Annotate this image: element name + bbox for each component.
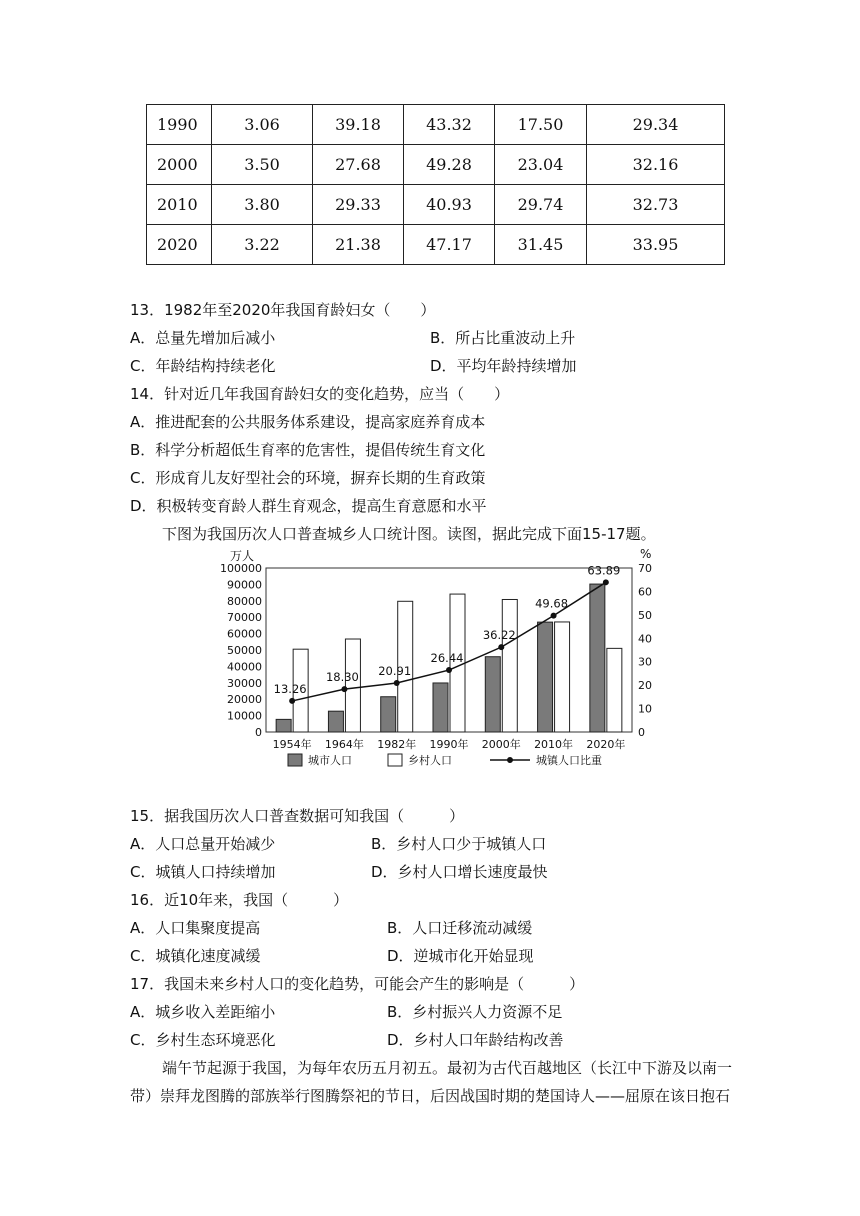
question-14-stem: 14．针对近几年我国育龄妇女的变化趋势，应当（ ） xyxy=(130,385,510,403)
table-cell: 32.73 xyxy=(587,185,725,225)
bar-urban-population xyxy=(381,697,396,732)
plot-frame xyxy=(266,568,632,732)
question-15-option-b: B．乡村人口少于城镇人口 xyxy=(371,835,547,853)
point-urbanization-ratio xyxy=(341,686,347,692)
population-chart-svg xyxy=(200,544,670,776)
table-cell: 32.16 xyxy=(587,145,725,185)
bar-urban-population xyxy=(328,711,343,732)
question-16-stem: 16．近10年来，我国（ ） xyxy=(130,891,349,909)
table-cell: 27.68 xyxy=(313,145,404,185)
legend-rural-label: 乡村人口 xyxy=(408,754,452,767)
point-urbanization-ratio xyxy=(603,579,609,585)
table-cell: 3.50 xyxy=(212,145,313,185)
question-14-option-a: A．推进配套的公共服务体系建设，提高家庭养育成本 xyxy=(130,413,486,431)
x-tick-label: 1990年 xyxy=(429,738,469,751)
table-cell: 40.93 xyxy=(404,185,495,225)
bar-urban-population xyxy=(538,622,553,732)
table-row xyxy=(147,145,725,185)
x-tick-label: 2010年 xyxy=(534,738,574,751)
data-label: 63.89 xyxy=(587,563,621,578)
point-urbanization-ratio xyxy=(498,644,504,650)
point-urbanization-ratio xyxy=(289,698,295,704)
y-right-axis-label: % xyxy=(640,547,652,561)
bar-urban-population xyxy=(276,719,291,732)
table-cell: 2000 xyxy=(147,145,212,185)
y-right-tick-label: 20 xyxy=(638,679,652,693)
question-17-option-b: B．乡村振兴人力资源不足 xyxy=(387,1003,563,1021)
table-row xyxy=(147,105,725,145)
population-chart xyxy=(200,544,670,776)
y-left-tick-label: 30000 xyxy=(227,676,262,690)
bar-rural-population xyxy=(555,622,570,732)
x-tick-label: 2000年 xyxy=(481,738,521,751)
table-cell: 2020 xyxy=(147,225,212,265)
y-right-tick-label: 60 xyxy=(638,585,652,599)
x-tick-label: 2020年 xyxy=(586,738,626,751)
question-15-stem: 15．据我国历次人口普查数据可知我国（ ） xyxy=(130,807,465,825)
bar-urban-population xyxy=(433,683,448,732)
question-16-option-d: D．逆城市化开始显现 xyxy=(387,947,534,965)
table-cell: 3.22 xyxy=(212,225,313,265)
y-right-tick-label: 40 xyxy=(638,632,652,646)
legend-rural-swatch xyxy=(388,754,402,766)
y-left-tick-label: 70000 xyxy=(227,611,262,625)
question-13-option-a: A．总量先增加后减小 xyxy=(130,329,276,347)
table-cell: 29.34 xyxy=(587,105,725,145)
table-cell: 31.45 xyxy=(495,225,587,265)
table-cell: 2010 xyxy=(147,185,212,225)
y-left-axis-label: 万人 xyxy=(230,549,255,563)
table-cell: 49.28 xyxy=(404,145,495,185)
table-row xyxy=(147,225,725,265)
bar-urban-population xyxy=(590,584,605,732)
table-cell: 33.95 xyxy=(587,225,725,265)
y-right-tick-label: 70 xyxy=(638,562,652,575)
question-16-option-a: A．人口集聚度提高 xyxy=(130,919,261,937)
y-left-tick-label: 20000 xyxy=(227,693,262,707)
y-right-tick-label: 50 xyxy=(638,608,652,622)
table-cell: 29.74 xyxy=(495,185,587,225)
y-right-tick-label: 30 xyxy=(638,655,652,669)
y-left-tick-label: 10000 xyxy=(227,709,262,723)
passage-line-1: 端午节起源于我国，为每年农历五月初五。最初为古代百越地区（长江中下游及以南一 xyxy=(162,1059,733,1077)
bar-urban-population xyxy=(485,657,500,732)
question-14-option-d: D．积极转变育龄人群生育观念，提高生育意愿和水平 xyxy=(130,497,487,515)
population-data-table xyxy=(146,104,725,265)
table-cell: 17.50 xyxy=(495,105,587,145)
table-cell: 21.38 xyxy=(313,225,404,265)
table-cell: 47.17 xyxy=(404,225,495,265)
table-cell: 3.06 xyxy=(212,105,313,145)
bar-rural-population xyxy=(607,648,622,732)
y-left-tick-label: 100000 xyxy=(220,562,262,575)
y-right-tick-label: 10 xyxy=(638,702,652,716)
question-13-option-d: D．平均年龄持续增加 xyxy=(430,357,577,375)
x-tick-label: 1954年 xyxy=(272,738,312,751)
table-cell: 1990 xyxy=(147,105,212,145)
passage-line-2: 带）崇拜龙图腾的部族举行图腾祭祀的节日，后因战国时期的楚国诗人——屈原在该日抱石 xyxy=(130,1087,731,1105)
chart-intro-text: 下图为我国历次人口普查城乡人口统计图。读图，据此完成下面15-17题。 xyxy=(162,525,656,543)
data-label: 20.91 xyxy=(378,664,412,679)
table-cell: 43.32 xyxy=(404,105,495,145)
point-urbanization-ratio xyxy=(394,680,400,686)
legend-urban-label: 城市人口 xyxy=(308,754,352,767)
data-label: 26.44 xyxy=(430,651,464,666)
table-cell: 23.04 xyxy=(495,145,587,185)
data-label: 18.30 xyxy=(325,670,359,685)
y-left-tick-label: 0 xyxy=(255,726,262,739)
bar-rural-population xyxy=(502,599,517,732)
question-17-option-d: D．乡村人口年龄结构改善 xyxy=(387,1031,564,1049)
question-14-option-b: B．科学分析超低生育率的危害性，提倡传统生育文化 xyxy=(130,441,486,459)
question-17-option-a: A．城乡收入差距缩小 xyxy=(130,1003,276,1021)
table-cell: 3.80 xyxy=(212,185,313,225)
point-urbanization-ratio xyxy=(551,613,557,619)
y-left-tick-label: 40000 xyxy=(227,660,262,674)
x-tick-label: 1964年 xyxy=(324,738,364,751)
data-label: 13.26 xyxy=(273,681,307,696)
y-left-tick-label: 50000 xyxy=(227,644,262,657)
bar-rural-population xyxy=(345,639,360,732)
question-15-option-a: A．人口总量开始减少 xyxy=(130,835,276,853)
y-right-tick-label: 0 xyxy=(638,726,645,739)
point-urbanization-ratio xyxy=(446,667,452,673)
legend-ratio-label: 城镇人口比重 xyxy=(536,754,602,767)
question-13-option-c: C．年龄结构持续老化 xyxy=(130,357,276,375)
y-left-tick-label: 80000 xyxy=(227,594,262,608)
question-17-stem: 17．我国未来乡村人口的变化趋势，可能会产生的影响是（ ） xyxy=(130,975,585,993)
legend-ratio-marker xyxy=(507,757,513,763)
question-16-option-c: C．城镇化速度减缓 xyxy=(130,947,261,965)
x-tick-label: 1982年 xyxy=(377,738,417,751)
question-13-option-b: B．所占比重波动上升 xyxy=(430,329,576,347)
table-row xyxy=(147,185,725,225)
question-17-option-c: C．乡村生态环境恶化 xyxy=(130,1031,276,1049)
y-left-tick-label: 90000 xyxy=(227,578,262,592)
table-cell: 29.33 xyxy=(313,185,404,225)
question-15-option-c: C．城镇人口持续增加 xyxy=(130,863,276,881)
data-label: 49.68 xyxy=(535,596,569,611)
question-14-option-c: C．形成育儿友好型社会的环境，摒弃长期的生育政策 xyxy=(130,469,486,487)
question-13-stem: 13．1982年至2020年我国育龄妇女（ ） xyxy=(130,301,436,319)
legend-urban-swatch xyxy=(288,754,302,766)
question-16-option-b: B．人口迁移流动减缓 xyxy=(387,919,533,937)
question-15-option-d: D．乡村人口增长速度最快 xyxy=(371,863,548,881)
y-left-tick-label: 60000 xyxy=(227,627,262,641)
data-label: 36.22 xyxy=(482,628,516,643)
table-cell: 39.18 xyxy=(313,105,404,145)
